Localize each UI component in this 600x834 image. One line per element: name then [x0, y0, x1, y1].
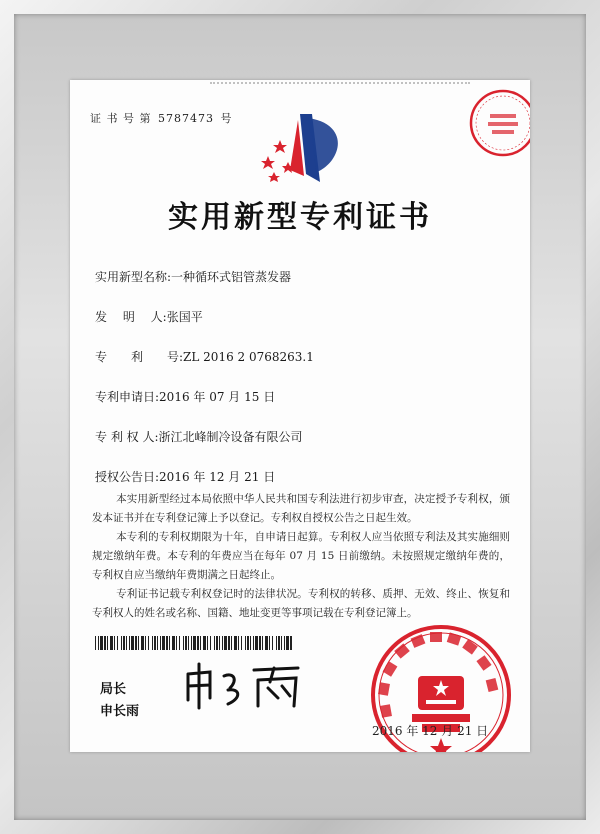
- paragraph-term: 本专利的专利权期限为十年，自申请日起算。专利权人应当依照专利法及其实施细则规定缴纳年费。本专利的年费应当在每年 07 月 15 日前缴纳。未按照规定缴纳年费的，专利权自应当缴纳年费期满之日起终止。: [92, 531, 510, 581]
- barcode-bar: [262, 636, 263, 650]
- barcode-bar: [126, 636, 127, 650]
- paragraph-grant: 本实用新型经过本局依照中华人民共和国专利法进行初步审查，决定授予专利权，颁发本证书并在专利登记簿上予以登记。专利权自授权公告之日起生效。: [92, 493, 510, 524]
- barcode-bar: [188, 636, 189, 650]
- barcode-bar: [183, 636, 184, 650]
- field-label: 发 明 人:: [95, 310, 167, 324]
- barcode-bar: [228, 636, 230, 650]
- small-official-seal-icon: [468, 88, 530, 158]
- director-signature-icon: [178, 660, 308, 712]
- certificate-number-value: 5787473: [158, 112, 214, 125]
- field-value: 一种循环式铝管蒸发器: [171, 270, 292, 284]
- certificate-number-suffix: 号: [220, 112, 233, 125]
- barcode-bar: [152, 636, 153, 650]
- barcode-bar: [123, 636, 125, 650]
- barcode-bar: [250, 636, 251, 650]
- barcode-bar: [185, 636, 187, 650]
- field-label: 专 利 权 人:: [95, 430, 159, 444]
- certificate-number: [88, 110, 233, 126]
- barcode-bar: [278, 636, 280, 650]
- barcode-bar: [245, 636, 246, 650]
- barcode-bar: [219, 636, 220, 650]
- barcode-bar: [269, 636, 270, 650]
- patent-office-logo-icon: [260, 110, 350, 190]
- barcode-bar: [284, 636, 285, 650]
- field-label: 授权公告日:: [95, 470, 160, 484]
- field-value: 2016 年 07 月 15 日: [159, 390, 276, 404]
- barcode-bar: [179, 636, 180, 650]
- barcode-bar: [224, 636, 227, 650]
- barcode-bar: [162, 636, 165, 650]
- barcode-bar: [281, 636, 282, 650]
- barcode-bar: [141, 636, 144, 650]
- field-label: 实用新型名称:: [95, 270, 172, 284]
- barcode-bar: [114, 636, 115, 650]
- barcode-bar: [176, 636, 177, 650]
- barcode-bar: [203, 636, 206, 650]
- barcode-bar: [154, 636, 156, 650]
- certificate-body-text: [92, 490, 510, 623]
- barcode-bar: [95, 636, 96, 650]
- certificate-number-label: 证 书 号 第: [90, 112, 152, 125]
- barcode-bar: [222, 636, 223, 650]
- paragraph-legal-status: 专利证书记载专利权登记时的法律状况。专利权的转移、质押、无效、终止、恢复和专利权人的姓名或名称、国籍、地址变更等事项记载在专利登记簿上。: [92, 588, 510, 619]
- field-label: 专利申请日:: [95, 390, 160, 404]
- barcode-bar: [231, 636, 232, 650]
- field-value: 浙江北峰制冷设备有限公司: [158, 430, 303, 444]
- barcode-bar: [210, 636, 211, 650]
- barcode-icon: [95, 636, 295, 650]
- barcode-bar: [131, 636, 134, 650]
- barcode-bar: [157, 636, 158, 650]
- top-faded-text: [210, 82, 470, 92]
- certificate-paper: [70, 80, 530, 752]
- barcode-bar: [191, 636, 192, 650]
- barcode-bar: [169, 636, 170, 650]
- barcode-bar: [238, 636, 239, 650]
- barcode-bar: [129, 636, 130, 650]
- barcode-bar: [172, 636, 175, 650]
- bureau-director-name: 申长雨: [100, 704, 140, 719]
- barcode-bar: [259, 636, 261, 650]
- barcode-bar: [255, 636, 258, 650]
- barcode-bar: [272, 636, 273, 650]
- barcode-bar: [166, 636, 168, 650]
- barcode-bar: [110, 636, 113, 650]
- barcode-bar: [145, 636, 146, 650]
- barcode-bar: [265, 636, 268, 650]
- barcode-bar: [286, 636, 289, 650]
- field-inventor: [95, 308, 203, 325]
- barcode-bar: [290, 636, 292, 650]
- field-label: 专 利 号:: [95, 350, 184, 364]
- barcode-bar: [121, 636, 122, 650]
- barcode-bar: [193, 636, 196, 650]
- field-value: 2016 年 12 月 21 日: [159, 470, 276, 484]
- bureau-title: 局长: [100, 682, 127, 697]
- barcode-bar: [160, 636, 161, 650]
- barcode-bar: [200, 636, 201, 650]
- field-application-date: [95, 388, 275, 405]
- barcode-bar: [276, 636, 277, 650]
- field-patentee: [95, 428, 303, 445]
- barcode-bar: [207, 636, 208, 650]
- barcode-bar: [104, 636, 106, 650]
- barcode-bar: [148, 636, 149, 650]
- barcode-bar: [117, 636, 118, 650]
- barcode-bar: [214, 636, 215, 650]
- certificate-title: 实用新型专利证书: [168, 200, 432, 235]
- barcode-bar: [247, 636, 249, 650]
- barcode-bar: [98, 636, 99, 650]
- field-utility-model-name: [95, 268, 291, 285]
- barcode-bar: [107, 636, 108, 650]
- barcode-bar: [138, 636, 139, 650]
- field-grant-date: [95, 468, 275, 485]
- field-patent-number: [95, 348, 314, 365]
- barcode-bar: [241, 636, 242, 650]
- barcode-bar: [197, 636, 199, 650]
- field-value: ZL 2016 2 0768263.1: [183, 350, 314, 364]
- barcode-bar: [216, 636, 218, 650]
- barcode-bar: [100, 636, 103, 650]
- field-value: 张国平: [166, 310, 203, 324]
- barcode-bar: [234, 636, 237, 650]
- barcode-bar: [135, 636, 137, 650]
- issue-date: 2016 年 12 月 21 日: [372, 724, 489, 738]
- barcode-bar: [253, 636, 254, 650]
